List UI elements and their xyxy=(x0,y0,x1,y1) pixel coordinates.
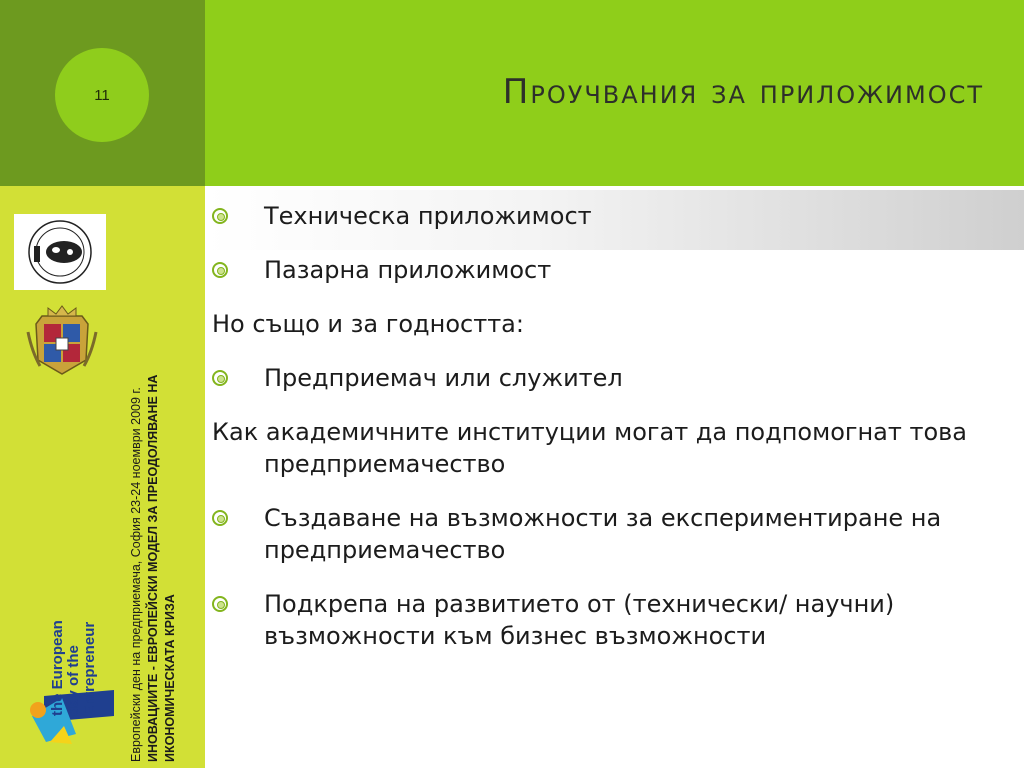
eu-logo-line1: the European xyxy=(49,620,66,716)
list-item-text: Предприемач или служител xyxy=(264,364,623,392)
page-number: 11 xyxy=(94,86,110,104)
city-crest-icon xyxy=(22,302,102,380)
eu-logo-line2: day of the xyxy=(65,645,82,716)
list-item-text: Но също и за годността: xyxy=(212,310,524,338)
list-item-text: Пазарна приложимост xyxy=(264,256,552,284)
list-item-text: Как академичните институции могат да подпомогнат това предприемачество xyxy=(212,418,968,478)
list-item xyxy=(212,254,1002,286)
list-item-text: Подкрепа на развитието от (технически/ научни) възможности към бизнес възможности xyxy=(264,590,895,650)
bullet-icon xyxy=(212,208,228,224)
event-caption xyxy=(128,292,179,762)
eu-logo-line3: Entrepreneur xyxy=(81,621,98,716)
european-day-logo-text xyxy=(50,566,98,716)
list-item xyxy=(212,362,1002,394)
university-logo xyxy=(14,214,106,290)
list-item xyxy=(212,588,1002,652)
list-item-text: Създаване на възможности за експериментиране на предприемачество xyxy=(264,504,942,564)
list-item-text: Техническа приложимост xyxy=(264,202,592,230)
page-number-circle xyxy=(55,48,149,142)
bullet-icon xyxy=(212,370,228,386)
event-caption-line1: Европейски ден на предприемача, София 23-24 ноември 2009 г. xyxy=(129,387,143,762)
list-item xyxy=(212,416,1002,480)
list-item xyxy=(212,200,1002,232)
bullet-icon xyxy=(212,262,228,278)
event-caption-line3: ИКОНОМИЧЕСКАТА КРИЗА xyxy=(163,594,177,762)
event-caption-line2: ИНОВАЦИИТЕ - ЕВРОПЕЙСКИ МОДЕЛ ЗА ПРЕОДОЛЯВАНЕ НА xyxy=(146,374,160,762)
bullet-icon xyxy=(212,510,228,526)
bullet-icon xyxy=(212,596,228,612)
slide-title: Проучвания за приложимост xyxy=(502,72,984,112)
content-list xyxy=(212,200,1002,674)
list-item xyxy=(212,308,1002,340)
list-item xyxy=(212,502,1002,566)
